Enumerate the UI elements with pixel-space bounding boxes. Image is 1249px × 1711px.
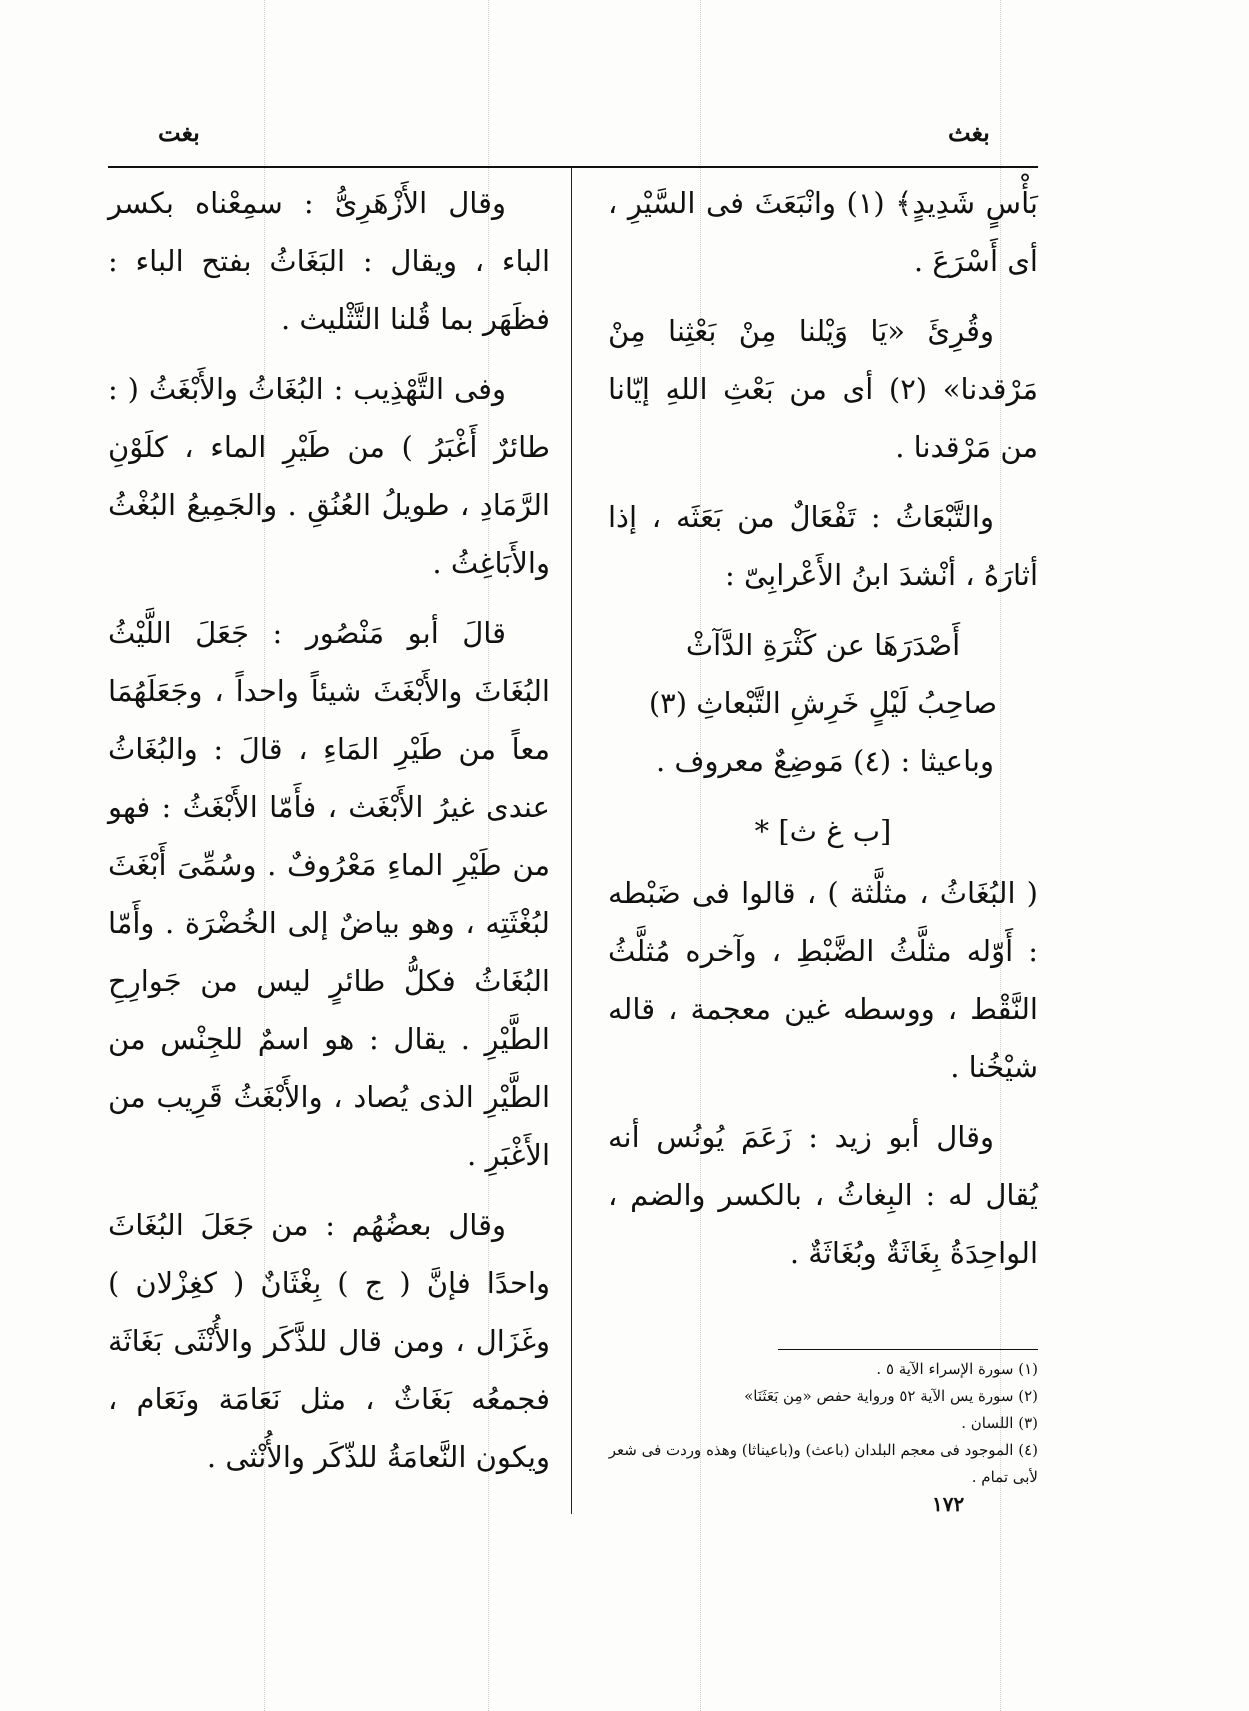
- footnotes: [608, 1356, 1038, 1491]
- footnote: (٣) اللسان .: [961, 1414, 1038, 1432]
- verse-line: أَصْدَرَهَا عن كَثْرَةِ الدَّآثْ: [685, 628, 961, 662]
- footnote: (٤) الموجود فى معجم البلدان (باعث) و(باعيناثا) وهذه وردت فى شعر لأبى تمام .: [608, 1441, 1038, 1486]
- left-column: [108, 174, 550, 1498]
- verse-line: صاحِبُ لَيْلٍ خَرِشِ التَّبْعاثِ (٣): [648, 686, 998, 720]
- running-head-left: بغت: [158, 118, 200, 147]
- paragraph: وقال الأَزْهَرِىُّ : سمِعْناه بكسر الباء ، ويقال : البَغَاثُ بفتح الباء : فظَهَر بما قُلنا التَّثْليث .: [108, 186, 550, 336]
- paragraph: وقال بعضُهُم : من جَعَلَ البُغَاثَ واحدًا فإنَّ ( ج ) بِغْثَانٌ ( كغِزْلان ) وغَزَال ، ومن قال للذَّكَر والأُنْثَى بَغَاثَة فجمعُه بَغَاثٌ ، مثل نَعَامَة ونَعَام ، ويكون النَّعامَةُ للذّكَر والأُنْثى .: [108, 1208, 550, 1474]
- paragraph: بَأْسٍ شَدِيدٍ﴾ (١) وانْبَعَثَ فى السَّيْرِ ، أى أَسْرَعَ .: [608, 186, 1038, 278]
- footnote: (٢) سورة يس الآية ٥٢ ورواية حفص «مِن بَعَثَنَا»: [744, 1387, 1038, 1405]
- page-number: ١٧٢: [932, 1492, 965, 1516]
- column-divider: [571, 168, 572, 1514]
- right-column: [608, 174, 1038, 1294]
- running-head-right: بغث: [948, 118, 990, 147]
- paragraph: وباعيثا : (٤) مَوضِعٌ معروف .: [655, 744, 994, 778]
- entry-heading: [ب غ ث] *: [754, 814, 892, 848]
- footnote-rule: [778, 1349, 1038, 1350]
- paragraph: ( البُغَاثُ ، مثلَّثة ) ، قالوا فى ضَبْطه : أَوّله مثلَّثُ الضَّبْطِ ، وآخره مُثلَّثُ النَّقْط ، ووسطه غين معجمة ، قاله شيْخُنا .: [608, 876, 1038, 1084]
- paragraph: قالَ أبو مَنْصُور : جَعَلَ اللَّيْثُ البُغَاثَ والأَبْغَثَ شيئاً واحداً ، وجَعَلَهُمَا معاً من طَيْرِ المَاءِ ، قالَ : والبُغَاثُ عندى غيرُ الأَبْغَث ، فأَمّا الأَبْغَثُ : فهو من طَيْرِ الماءِ مَعْرُوفٌ . وسُمِّىَ أَبْغَثَ لبُغْثَتِه ، وهو بياضٌ إلى الخُضْرَة . وأَمّا البُغَاثُ فكلُّ طائرٍ ليس من جَوارِحِ الطَّيْرِ . يقال : هو اسمٌ للجِنْس من الطَّيْرِ الذى يُصاد ، والأَبْغَثُ قَرِيب من الأَغْبَرِ .: [108, 616, 550, 1172]
- footnote: (١) سورة الإسراء الآية ٥ .: [876, 1360, 1038, 1378]
- paragraph: والتَّبْعَاثُ : تَفْعَالٌ من بَعَثَه ، إذا أثارَهُ ، أنْشدَ ابنُ الأَعْرابِىّ :: [608, 500, 1038, 592]
- paragraph: وفى التَّهْذِيب : البُغَاثُ والأَبْغَثُ ( : طائرٌ أَغْبَرُ ) من طَيْرِ الماء ، كلَوْنِ الرَّمَادِ ، طويلُ العُنُقِ . والجَمِيعُ البُغْثُ والأَبَاغِثُ .: [108, 372, 550, 580]
- header-rule: [108, 166, 1038, 168]
- paragraph: وقُرِئَ «يَا وَيْلنا مِنْ بَعْثِنا مِنْ مَرْقدنا» (٢) أى من بَعْثِ اللهِ إيّانا من مَرْقدنا .: [608, 314, 1038, 464]
- paragraph: وقال أبو زيد : زَعَمَ يُونُس أنه يُقال له : البِغاثُ ، بالكسر والضم ، الواحِدَةُ بِغَاثَةٌ وبُغَاثَةٌ .: [608, 1120, 1038, 1270]
